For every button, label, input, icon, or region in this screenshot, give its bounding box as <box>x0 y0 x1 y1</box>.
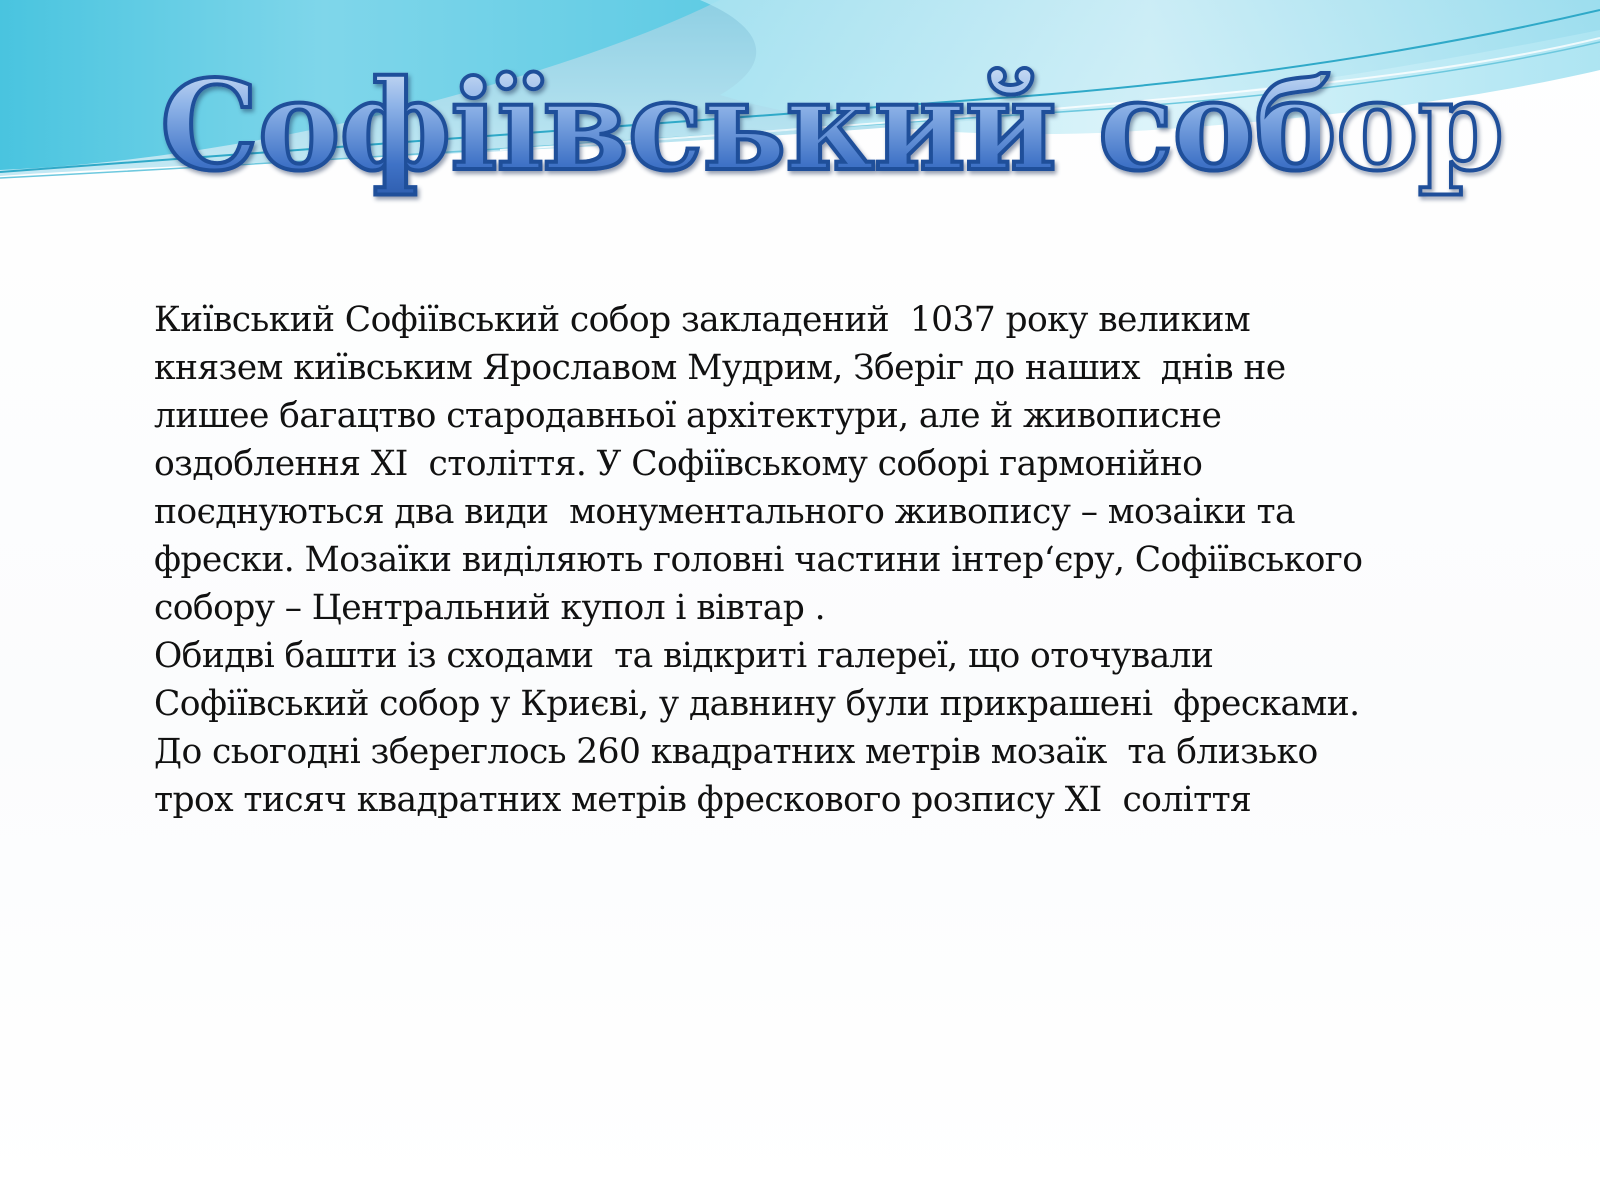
slide-title: Софіївський собор <box>160 52 1320 202</box>
body-paragraph-1: Київський Софіївський собор закладений 1037 року великим князем київським Ярославом Мудрим, Зберіг до наших днів не лишее багацтво стародавньої архітектури, але й живописне оздоблення ХІ століття. У Софіївському соборі гармонійно поєднуються два види монументального живопису – мозаіки та фрески. Мозаїки виділяють головні частини інтер‘єру, Софіївського собору – Центральний купол і вівтар . <box>154 300 1363 628</box>
slide-body <box>154 296 1414 824</box>
body-paragraph-2: Обидві башти із сходами та відкриті галереї, що оточували Софіївський собор у Криєві, у давнину були прикрашені фресками. До сьогодні збереглось 260 квадратних метрів мозаїк та близько трох тисяч квадратних метрів фрескового розпису ХІ соліття <box>154 636 1360 820</box>
